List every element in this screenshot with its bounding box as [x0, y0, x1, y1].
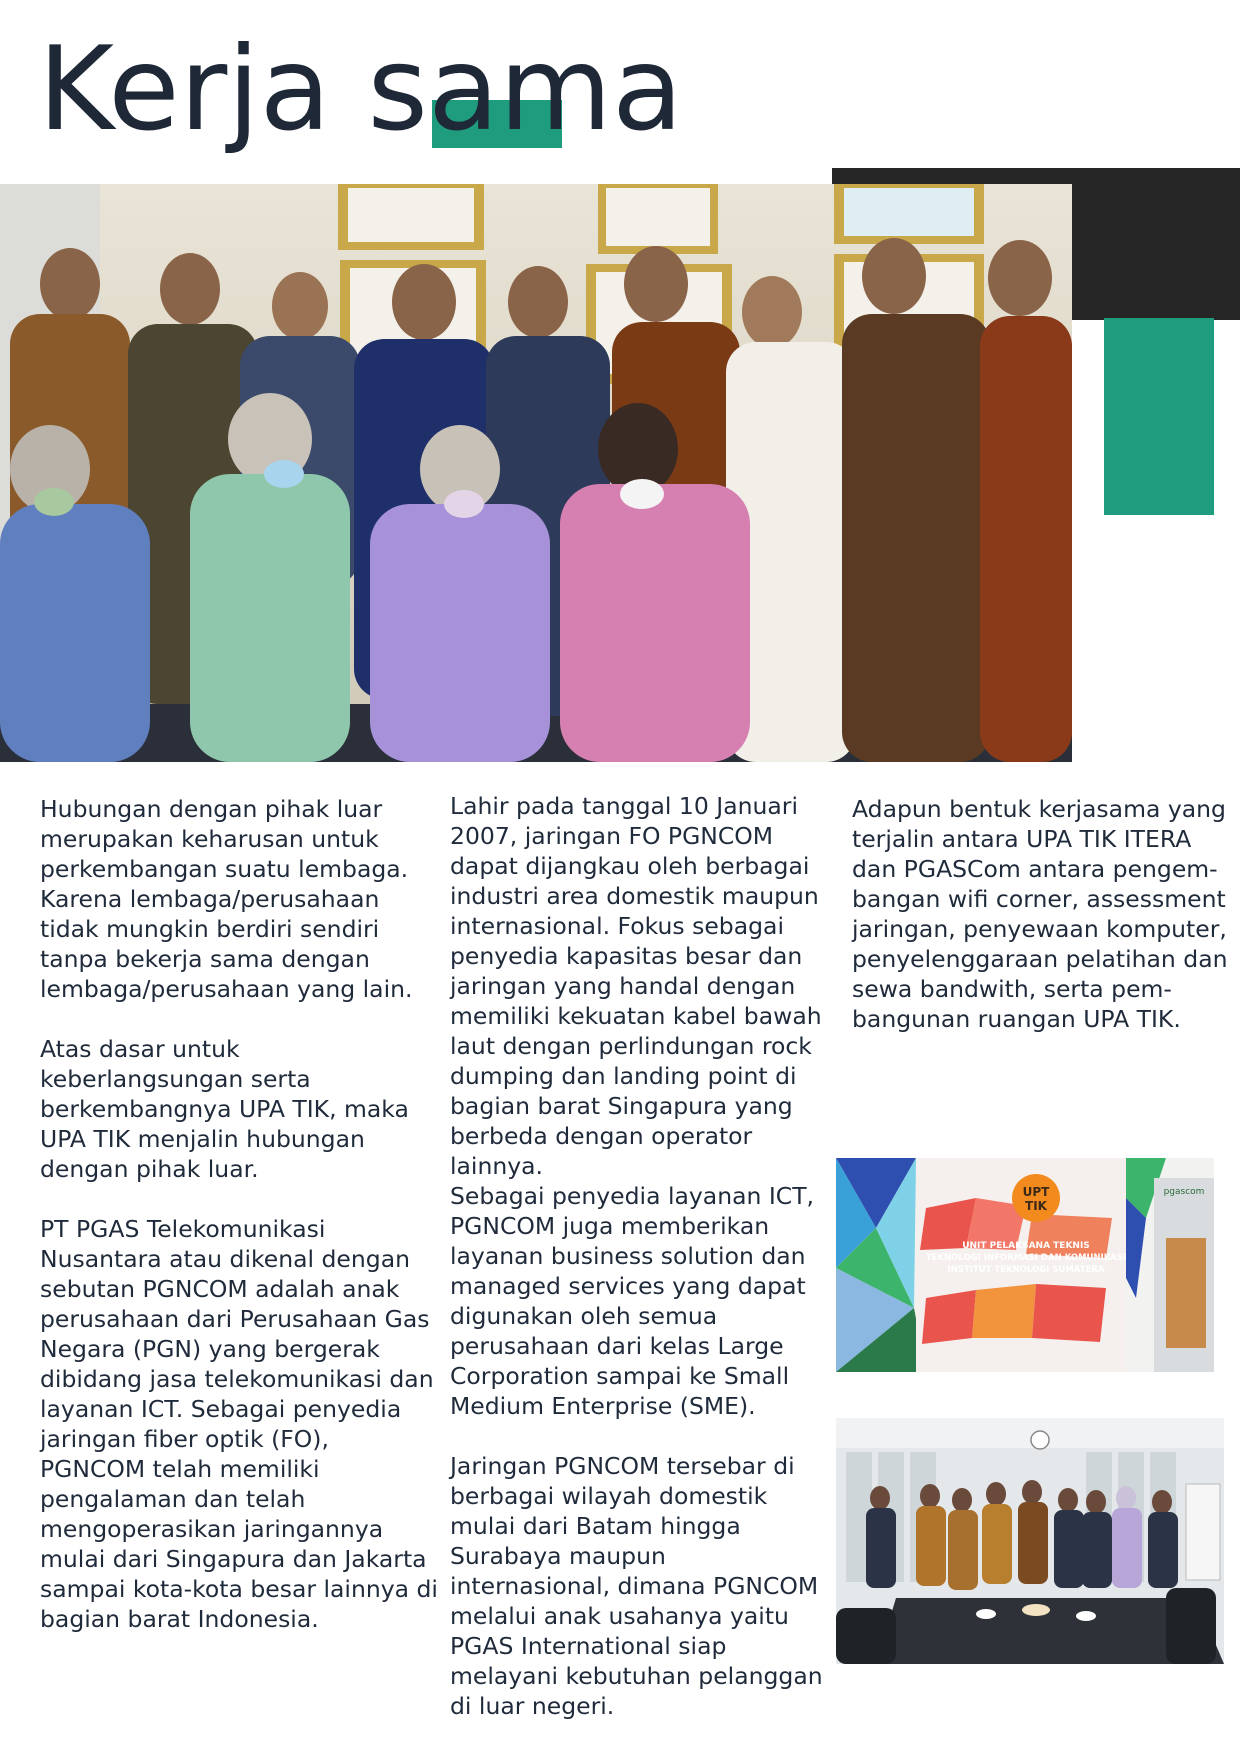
svg-text:TEKNOLOGI INFORMASI DAN KOMUNI: TEKNOLOGI INFORMASI DAN KOMUNIKASI: [925, 1253, 1127, 1263]
text-column-2: [450, 791, 830, 1721]
column1-paragraph-3: PT PGAS Telekomunikasi Nusantara atau dikenal dengan sebutan PGNCOM adalah anak perusahaan dari Perusahaan Gas Negara (PGN) yang bergerak dibidang jasa telekomunikasi dan layanan ICT. Sebagai penyedia jaringan fiber optik (FO), PGNCOM telah memiliki pengalaman dan telah mengoperasikan jaringannya mulai dari Singapura dan Jakarta sampai kota-kota besar lainnya di bagian barat Indonesia.: [40, 1215, 438, 1633]
column1-paragraph-2: Atas dasar untuk keberlangsungan serta berkembangnya UPA TIK, maka UPA TIK menjalin hubungan dengan pihak luar.: [40, 1035, 409, 1183]
upt-tik-sign-photo-icon: [836, 1158, 1214, 1372]
column2-paragraph-3: Jaringan PGNCOM tersebar di berbagai wilayah domestik mulai dari Batam hingga Surabaya maupun internasional, dimana PGNCOM melalui anak usahanya yaitu PGAS International siap melayani kebutuhan pelanggan di luar negeri.: [450, 1452, 823, 1720]
page-title: Kerja sama: [38, 22, 684, 157]
upt-tik-sign-photo: [836, 1158, 1214, 1372]
group-photo-icon: [0, 184, 1072, 762]
svg-text:UPT: UPT: [1022, 1185, 1050, 1199]
group-photo: [0, 184, 1072, 762]
column2-paragraph-1: Lahir pada tanggal 10 Januari 2007, jaringan FO PGNCOM dapat dijangkau oleh berbagai industri area domestik maupun internasional. Fokus sebagai penyedia kapasitas besar dan jaringan yang handal dengan memiliki kekuatan kabel bawah laut dengan perlindungan rock dumping dan landing point di bagian barat Singapura yang berbeda dengan operator lainnya.: [450, 792, 822, 1180]
svg-text:UNIT PELAKSANA TEKNIS: UNIT PELAKSANA TEKNIS: [962, 1241, 1090, 1251]
meeting-room-photo-icon: [836, 1418, 1224, 1664]
svg-text:INSTITUT TEKNOLOGI SUMATERA: INSTITUT TEKNOLOGI SUMATERA: [947, 1265, 1105, 1275]
column3-paragraph-1: Adapun bentuk kerjasama yang terjalin antara UPA TIK ITERA dan PGASCom antara pengem-bangan wifi corner, assessment jaringan, penyewaan komputer, penyelenggaraan pelatihan dan sewa bandwith, serta pem-bangunan ruangan UPA TIK.: [852, 795, 1228, 1033]
column1-paragraph-1: Hubungan dengan pihak luar merupakan keharusan untuk perkembangan suatu lembaga. Karena lembaga/perusahaan tidak mungkin berdiri sendiri tanpa bekerja sama dengan lembaga/perusahaan yang lain.: [40, 795, 413, 1003]
decorative-green-block: [1104, 318, 1214, 515]
svg-text:TIK: TIK: [1025, 1199, 1047, 1213]
text-column-3: [852, 794, 1234, 1034]
text-column-1: [40, 794, 440, 1634]
column2-paragraph-2: Sebagai penyedia layanan ICT, PGNCOM juga memberikan layanan business solution dan managed services yang dapat digunakan oleh semua perusahaan dari kelas Large Corporation sampai ke Small Medium Enterprise (SME).: [450, 1182, 815, 1420]
svg-text:pgascom: pgascom: [1163, 1187, 1205, 1197]
meeting-room-photo: [836, 1418, 1224, 1664]
